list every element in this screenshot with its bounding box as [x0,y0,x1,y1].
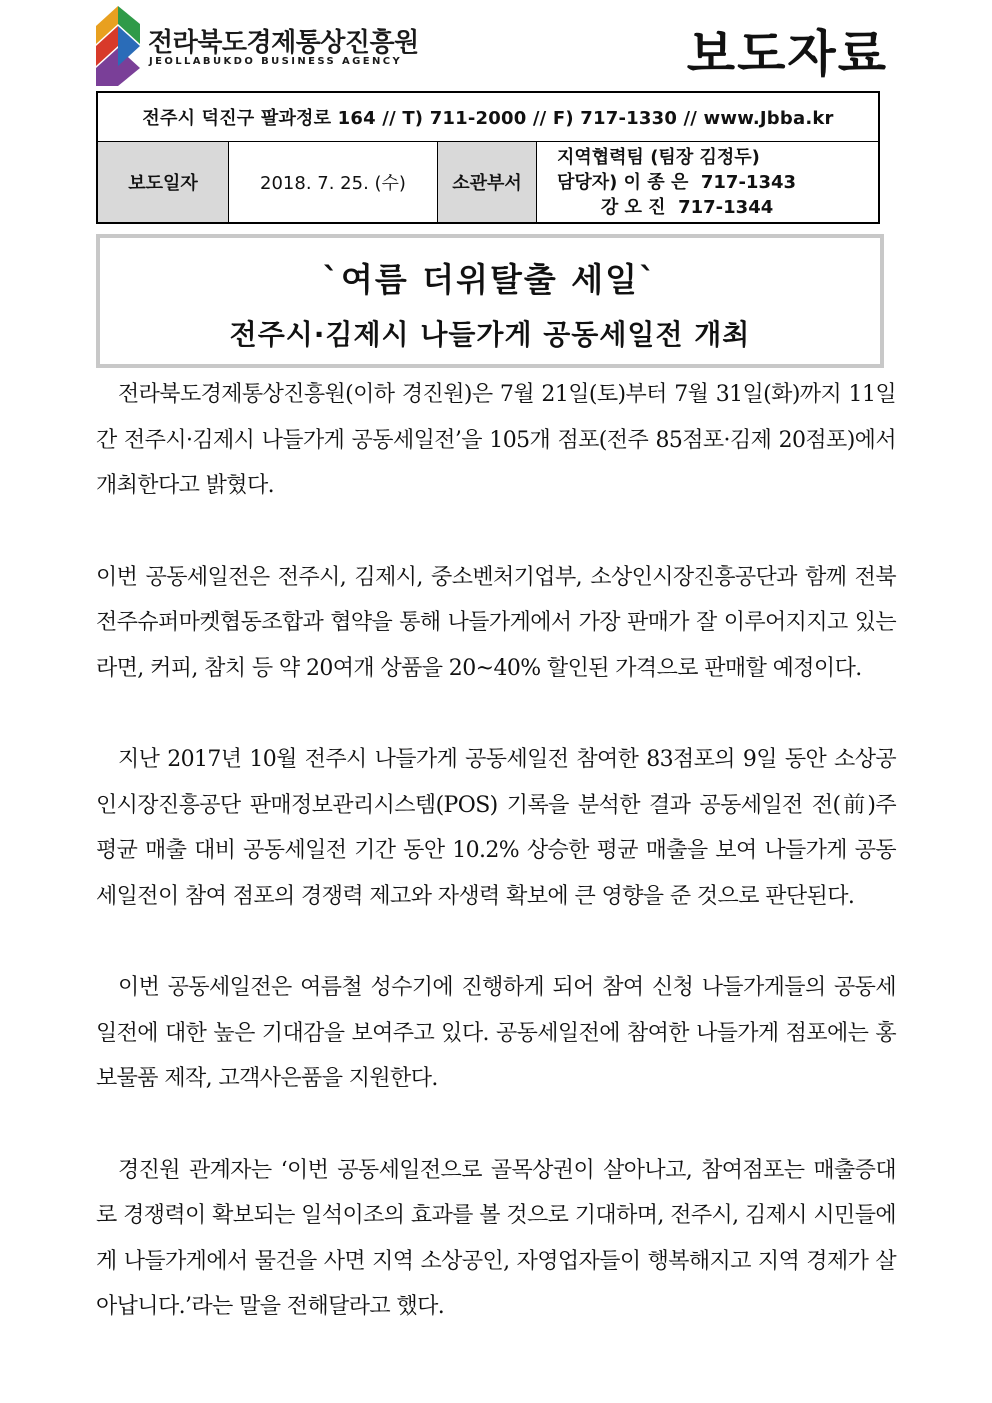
paragraph-4: 이번 공동세일전은 여름철 성수기에 진행하게 되어 참여 신청 나들가게들의 공동세일전에 대한 높은 기대감을 보여주고 있다. 공동세일전에 참여한 나들가게 점포에는 홍보물품 제작, 고객사은품을 지원한다. [96,975,896,1091]
department-label: 소관부서 [438,142,537,224]
release-date-value: 2018. 7. 25. (수) [229,142,438,224]
paragraph-5: 경진원 관계자는 ‘이번 공동세일전으로 골목상권이 살아나고, 참여점포는 매출증대로 경쟁력이 확보되는 일석이조의 효과를 볼 것으로 기대하며, 전주시, 김제시 시민들에게 나들가게에서 물건을 사면 지역 소상공인, 자영업자들이 행복해지고 지역 경제가 살아납니다.’라는 말을 전해달라고 했다. [96,1157,896,1319]
organization-name: 전라북도경제통상진흥원 [148,28,419,58]
department-contacts [537,142,880,224]
paragraph-3: 지난 2017년 10월 전주시 나들가게 공동세일전 참여한 83점포의 9일 동안 소상공인시장진흥공단 판매정보관리시스템(POS) 기록을 분석한 결과 공동세일전 전(前)주 평균 매출 대비 공동세일전 기간 동안 10.2% 상승한 평균 매출을 보여 나들가게 공동세일전이 참여 점포의 경쟁력 제고와 자생력 확보에 큰 영향을 준 것으로 판단된다. [96,747,896,909]
document-header [96,0,896,88]
contact-person-1: 담당자) 이 종 은 717-1343 [557,171,797,193]
document-type: 보도자료 [686,25,888,83]
headline-main: `여름 더위탈출 세일` [322,260,658,299]
headline-box [96,234,884,368]
article-body [96,372,896,1376]
organization-name-english: JEOLLABUKDO BUSINESS AGENCY [149,56,403,67]
headline-sub: 전주시·김제시 나들가게 공동세일전 개최 [229,318,751,351]
team-line: 지역협력팀 (팀장 김정두) [557,146,760,168]
release-date-label: 보도일자 [97,142,229,224]
release-info-table [96,91,880,224]
contact-person-2: 강 오 진 717-1344 [557,196,774,218]
contact-address: 전주시 덕진구 팔과정로 164 // T) 711-2000 // F) 717-1330 // www.Jbba.kr [97,92,879,142]
paragraph-1: 전라북도경제통상진흥원(이하 경진원)은 7월 21일(토)부터 7월 31일(화)까지 11일간 전주시·김제시 나들가게 공동세일전’을 105개 점포(전주 85점포·김제 20점포)에서 개최한다고 밝혔다. [96,382,896,498]
agency-logo-icon [96,6,140,86]
paragraph-2: 이번 공동세일전은 전주시, 김제시, 중소벤처기업부, 소상인시장진흥공단과 함께 전북전주슈퍼마켓협동조합과 협약을 통해 나들가게에서 가장 판매가 잘 이루어지지고 있는 라면, 커피, 참치 등 약 20여개 상품을 20~40% 할인된 가격으로 판매할 예정이다. [96,564,896,681]
